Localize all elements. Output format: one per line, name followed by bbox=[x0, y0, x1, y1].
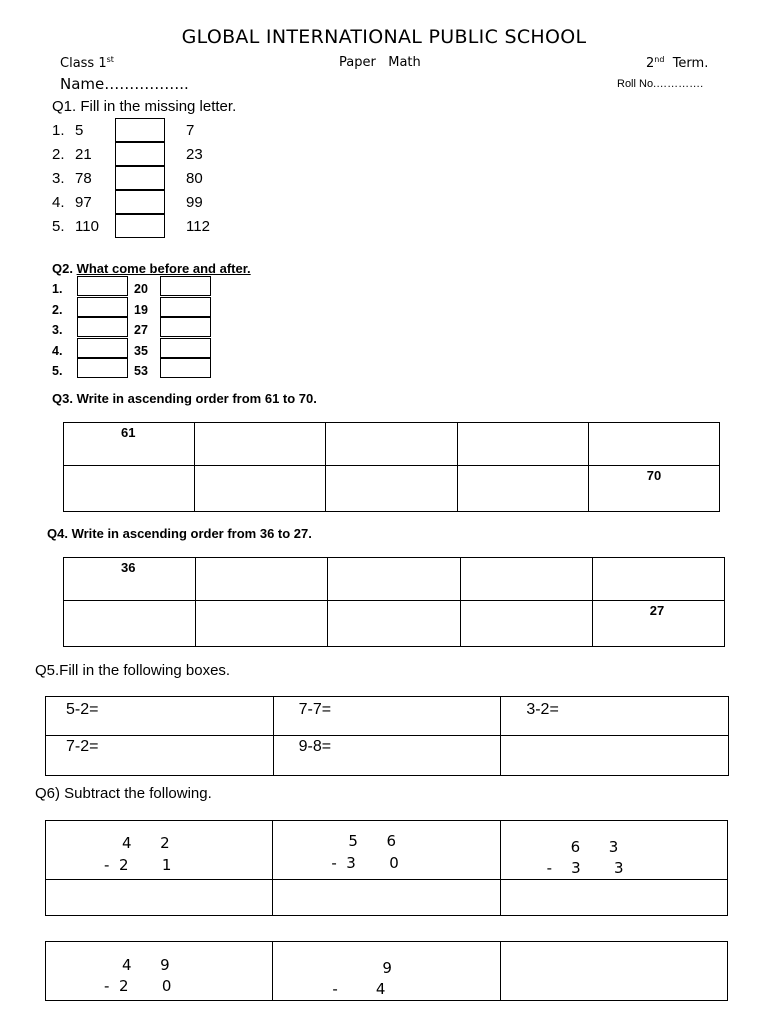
q2-row-number: 4. bbox=[52, 344, 63, 358]
q3-cell[interactable] bbox=[326, 466, 457, 512]
q4-cell-last: 27 bbox=[592, 601, 724, 647]
q1-row-number: 1. bbox=[52, 122, 65, 139]
q4-title: Q4. Write in ascending order from 36 to 27. bbox=[47, 526, 312, 541]
school-title: GLOBAL INTERNATIONAL PUBLIC SCHOOL bbox=[181, 26, 587, 48]
q4-cell[interactable] bbox=[592, 558, 724, 601]
answer-cell[interactable] bbox=[500, 942, 727, 1001]
q1-row-after: 99 bbox=[186, 194, 203, 211]
q2-row-number-given: 19 bbox=[134, 303, 148, 317]
q4-cell[interactable] bbox=[328, 558, 460, 601]
q3-title: Q3. Write in ascending order from 61 to 70. bbox=[52, 391, 317, 406]
q2-row-number-given: 27 bbox=[134, 323, 148, 337]
q3-cell-last: 70 bbox=[588, 466, 719, 512]
q5-cell[interactable]: 9-8= bbox=[273, 736, 501, 776]
q1-row-after: 80 bbox=[186, 170, 203, 187]
q4-cell[interactable] bbox=[196, 601, 328, 647]
q4-cell-first: 36 bbox=[64, 558, 196, 601]
q2-before-box[interactable] bbox=[77, 297, 128, 317]
q5-cell[interactable]: 5-2= bbox=[46, 697, 274, 736]
q5-cell[interactable]: 7-2= bbox=[46, 736, 274, 776]
q1-row-before: 78 bbox=[75, 170, 92, 187]
q6-table-2 bbox=[45, 941, 728, 1001]
q2-after-box[interactable] bbox=[160, 338, 211, 358]
q5-title: Q5.Fill in the following boxes. bbox=[35, 662, 231, 679]
q1-row-before: 97 bbox=[75, 194, 92, 211]
q3-cell[interactable] bbox=[195, 423, 326, 466]
q1-row-number: 2. bbox=[52, 146, 65, 163]
q2-row-number-given: 35 bbox=[134, 344, 148, 358]
q4-cell[interactable] bbox=[196, 558, 328, 601]
q4-table bbox=[63, 557, 725, 647]
q1-row-after: 112 bbox=[186, 218, 210, 235]
q4-cell[interactable] bbox=[460, 601, 592, 647]
q1-title: Q1. Fill in the missing letter. bbox=[52, 98, 237, 115]
term-label: 2nd Term. bbox=[646, 55, 709, 71]
q3-cell[interactable] bbox=[64, 466, 195, 512]
q3-table bbox=[63, 422, 720, 512]
q1-answer-box[interactable] bbox=[115, 142, 165, 166]
q1-row-before: 110 bbox=[75, 218, 99, 235]
q1-row-before: 21 bbox=[75, 146, 92, 163]
q2-after-box[interactable] bbox=[160, 317, 211, 337]
subtraction-problem: 4 9 - 2 0 bbox=[46, 942, 273, 1001]
answer-cell[interactable] bbox=[46, 880, 273, 916]
q5-table bbox=[45, 696, 729, 776]
q1-answer-box[interactable] bbox=[115, 166, 165, 190]
q2-row-number: 2. bbox=[52, 303, 63, 317]
name-field: Name…………….. bbox=[60, 75, 189, 93]
q3-cell[interactable] bbox=[195, 466, 326, 512]
q2-after-box[interactable] bbox=[160, 358, 211, 378]
q1-row-after: 7 bbox=[186, 122, 195, 139]
q3-cell[interactable] bbox=[588, 423, 719, 466]
q2-before-box[interactable] bbox=[77, 276, 128, 296]
answer-cell[interactable] bbox=[500, 880, 727, 916]
q2-row-number-given: 53 bbox=[134, 364, 148, 378]
q3-cell-first: 61 bbox=[64, 423, 195, 466]
q4-cell[interactable] bbox=[328, 601, 460, 647]
paper-subject: Paper Math bbox=[339, 55, 421, 70]
q1-row-number: 4. bbox=[52, 194, 65, 211]
q5-cell[interactable] bbox=[501, 736, 729, 776]
q3-cell[interactable] bbox=[457, 466, 588, 512]
q2-after-box[interactable] bbox=[160, 297, 211, 317]
roll-no-field: Roll No.…………. bbox=[617, 78, 704, 90]
q5-cell[interactable]: 7-7= bbox=[273, 697, 501, 736]
q2-before-box[interactable] bbox=[77, 338, 128, 358]
q1-row-number: 3. bbox=[52, 170, 65, 187]
q6-title: Q6) Subtract the following. bbox=[35, 785, 212, 802]
subtraction-problem: 6 3 - 3 3 bbox=[500, 821, 727, 880]
q1-row-number: 5. bbox=[52, 218, 65, 235]
class-label: Class 1st bbox=[60, 55, 114, 71]
q1-row-before: 5 bbox=[75, 122, 84, 139]
subtraction-problem: 5 6 - 3 0 bbox=[273, 821, 500, 880]
q2-row-number: 1. bbox=[52, 282, 63, 296]
q2-after-box[interactable] bbox=[160, 276, 211, 296]
q1-row-after: 23 bbox=[186, 146, 203, 163]
q2-before-box[interactable] bbox=[77, 358, 128, 378]
q6-table-1 bbox=[45, 820, 728, 916]
subtraction-problem: 4 2 - 2 1 bbox=[46, 821, 273, 880]
q4-cell[interactable] bbox=[64, 601, 196, 647]
q4-cell[interactable] bbox=[460, 558, 592, 601]
q3-cell[interactable] bbox=[326, 423, 457, 466]
q2-before-box[interactable] bbox=[77, 317, 128, 337]
q2-title: Q2. What come before and after. bbox=[52, 261, 251, 276]
q1-answer-box[interactable] bbox=[115, 118, 165, 142]
q2-row-number-given: 20 bbox=[134, 282, 148, 296]
q2-row-number: 3. bbox=[52, 323, 63, 337]
q1-answer-box[interactable] bbox=[115, 190, 165, 214]
answer-cell[interactable] bbox=[273, 880, 500, 916]
q1-answer-box[interactable] bbox=[115, 214, 165, 238]
q5-cell[interactable]: 3-2= bbox=[501, 697, 729, 736]
q3-cell[interactable] bbox=[457, 423, 588, 466]
subtraction-problem: 9 - 4 bbox=[273, 942, 500, 1001]
q2-row-number: 5. bbox=[52, 364, 63, 378]
